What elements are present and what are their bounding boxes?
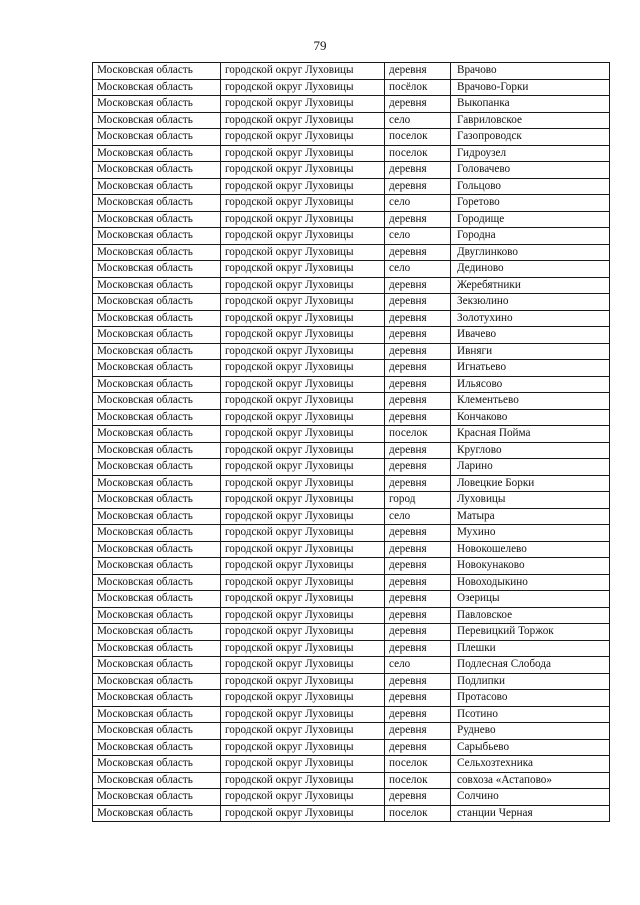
settlement-type-cell: село [385,657,451,674]
region-cell: Московская область [93,624,221,641]
settlement-type-cell: деревня [385,360,451,377]
settlement-type-cell: поселок [385,145,451,162]
region-cell: Московская область [93,772,221,789]
district-cell: городской округ Луховицы [221,63,385,80]
settlement-name-cell: Подлипки [451,673,610,690]
region-cell: Московская область [93,459,221,476]
table-row [93,294,610,311]
region-cell: Московская область [93,277,221,294]
district-cell: городской округ Луховицы [221,442,385,459]
settlement-name-cell: Газопроводск [451,129,610,146]
region-cell: Московская область [93,63,221,80]
settlement-type-cell: деревня [385,640,451,657]
district-cell: городской округ Луховицы [221,723,385,740]
table-row [93,558,610,575]
settlement-name-cell: Солчино [451,789,610,806]
settlement-name-cell: Врачово [451,63,610,80]
settlement-name-cell: станции Черная [451,805,610,822]
table-row [93,409,610,426]
table-row [93,112,610,129]
settlement-name-cell: Псотино [451,706,610,723]
settlement-type-cell: деревня [385,63,451,80]
table-body [93,63,610,822]
settlement-type-cell: деревня [385,525,451,542]
region-cell: Московская область [93,294,221,311]
settlement-type-cell: поселок [385,805,451,822]
district-cell: городской округ Луховицы [221,409,385,426]
district-cell: городской округ Луховицы [221,426,385,443]
settlement-name-cell: Новокошелево [451,541,610,558]
settlement-type-cell: деревня [385,673,451,690]
settlement-name-cell: Горетово [451,195,610,212]
district-cell: городской округ Луховицы [221,607,385,624]
table-row [93,607,610,624]
table-row [93,442,610,459]
region-cell: Московская область [93,360,221,377]
table-row [93,393,610,410]
settlement-type-cell: деревня [385,294,451,311]
region-cell: Московская область [93,640,221,657]
region-cell: Московская область [93,723,221,740]
region-cell: Московская область [93,162,221,179]
settlement-type-cell: деревня [385,343,451,360]
settlement-name-cell: Подлесная Слобода [451,657,610,674]
region-cell: Московская область [93,195,221,212]
table-row [93,145,610,162]
table-row [93,96,610,113]
table-row [93,657,610,674]
settlement-name-cell: Зекзюлино [451,294,610,311]
settlement-name-cell: Ларино [451,459,610,476]
region-cell: Московская область [93,376,221,393]
settlement-type-cell: деревня [385,475,451,492]
settlement-type-cell: деревня [385,624,451,641]
table-row [93,211,610,228]
district-cell: городской округ Луховицы [221,195,385,212]
district-cell: городской округ Луховицы [221,310,385,327]
settlement-type-cell: деревня [385,409,451,426]
district-cell: городской округ Луховицы [221,508,385,525]
region-cell: Московская область [93,574,221,591]
region-cell: Московская область [93,327,221,344]
settlement-name-cell: Кругловo [451,442,610,459]
settlement-type-cell: деревня [385,789,451,806]
district-cell: городской округ Луховицы [221,690,385,707]
region-cell: Московская область [93,211,221,228]
region-cell: Московская область [93,756,221,773]
region-cell: Московская область [93,508,221,525]
region-cell: Московская область [93,591,221,608]
settlement-type-cell: деревня [385,393,451,410]
district-cell: городской округ Луховицы [221,756,385,773]
settlement-type-cell: деревня [385,607,451,624]
table-row [93,162,610,179]
settlement-type-cell: село [385,261,451,278]
district-cell: городской округ Луховицы [221,327,385,344]
table-row [93,756,610,773]
district-cell: городской округ Луховицы [221,129,385,146]
region-cell: Московская область [93,426,221,443]
settlement-name-cell: Городище [451,211,610,228]
settlement-type-cell: деревня [385,310,451,327]
settlement-name-cell: Павловское [451,607,610,624]
table-row [93,178,610,195]
settlement-type-cell: село [385,195,451,212]
district-cell: городской округ Луховицы [221,96,385,113]
settlement-name-cell: Ловецкие Борки [451,475,610,492]
table-row [93,772,610,789]
region-cell: Московская область [93,261,221,278]
settlement-name-cell: Клементьево [451,393,610,410]
settlement-name-cell: Кончаково [451,409,610,426]
settlement-name-cell: Гавриловское [451,112,610,129]
settlement-type-cell: деревня [385,690,451,707]
region-cell: Московская область [93,492,221,509]
region-cell: Московская область [93,96,221,113]
region-cell: Московская область [93,558,221,575]
settlement-name-cell: Новокунаково [451,558,610,575]
page-number: 79 [313,38,327,53]
settlement-type-cell: поселок [385,756,451,773]
table-row [93,63,610,80]
settlement-name-cell: Луховицы [451,492,610,509]
table-row [93,310,610,327]
settlement-name-cell: Выкопанка [451,96,610,113]
settlement-type-cell: село [385,112,451,129]
settlement-type-cell: деревня [385,162,451,179]
table-row [93,459,610,476]
settlement-name-cell: Плешки [451,640,610,657]
settlement-type-cell: деревня [385,558,451,575]
table-row [93,574,610,591]
district-cell: городской округ Луховицы [221,112,385,129]
settlement-type-cell: деревня [385,739,451,756]
district-cell: городской округ Луховицы [221,739,385,756]
settlement-name-cell: Гидроузел [451,145,610,162]
district-cell: городской округ Луховицы [221,673,385,690]
district-cell: городской округ Луховицы [221,657,385,674]
district-cell: городской округ Луховицы [221,393,385,410]
district-cell: городской округ Луховицы [221,541,385,558]
district-cell: городской округ Луховицы [221,624,385,641]
district-cell: городской округ Луховицы [221,805,385,822]
district-cell: городской округ Луховицы [221,459,385,476]
region-cell: Московская область [93,310,221,327]
settlement-name-cell: Городна [451,228,610,245]
district-cell: городской округ Луховицы [221,376,385,393]
settlement-name-cell: Протасово [451,690,610,707]
settlement-name-cell: Гольцово [451,178,610,195]
table-row [93,508,610,525]
region-cell: Московская область [93,673,221,690]
region-cell: Московская область [93,690,221,707]
settlement-type-cell: деревня [385,723,451,740]
region-cell: Московская область [93,442,221,459]
settlement-type-cell: село [385,508,451,525]
settlements-table [92,62,610,822]
region-cell: Московская область [93,129,221,146]
settlement-type-cell: деревня [385,244,451,261]
table-row [93,244,610,261]
region-cell: Московская область [93,409,221,426]
region-cell: Московская область [93,393,221,410]
settlement-name-cell: Жеребятники [451,277,610,294]
district-cell: городской округ Луховицы [221,178,385,195]
settlement-type-cell: деревня [385,211,451,228]
district-cell: городской округ Луховицы [221,244,385,261]
district-cell: городской округ Луховицы [221,558,385,575]
region-cell: Московская область [93,657,221,674]
settlement-name-cell: Ивняги [451,343,610,360]
settlement-type-cell: деревня [385,574,451,591]
district-cell: городской округ Луховицы [221,706,385,723]
district-cell: городской округ Луховицы [221,294,385,311]
table-row [93,79,610,96]
settlement-type-cell: деревня [385,376,451,393]
settlement-name-cell: Руднево [451,723,610,740]
settlement-name-cell: Двуглинково [451,244,610,261]
table-row [93,360,610,377]
settlement-name-cell: Ивачево [451,327,610,344]
table-row [93,541,610,558]
district-cell: городской округ Луховицы [221,79,385,96]
district-cell: городской округ Луховицы [221,772,385,789]
district-cell: городской округ Луховицы [221,574,385,591]
settlement-type-cell: поселок [385,772,451,789]
table-row [93,343,610,360]
region-cell: Московская область [93,706,221,723]
settlement-name-cell: Перевицкий Торжок [451,624,610,641]
district-cell: городской округ Луховицы [221,145,385,162]
region-cell: Московская область [93,525,221,542]
settlement-type-cell: деревня [385,96,451,113]
region-cell: Московская область [93,607,221,624]
settlement-name-cell: Золотухино [451,310,610,327]
district-cell: городской округ Луховицы [221,640,385,657]
region-cell: Московская область [93,145,221,162]
region-cell: Московская область [93,178,221,195]
district-cell: городской округ Луховицы [221,277,385,294]
region-cell: Московская область [93,541,221,558]
region-cell: Московская область [93,343,221,360]
settlement-name-cell: Озерицы [451,591,610,608]
table-row [93,475,610,492]
district-cell: городской округ Луховицы [221,492,385,509]
settlement-name-cell: совхоза «Астапово» [451,772,610,789]
region-cell: Московская область [93,789,221,806]
table-row [93,624,610,641]
region-cell: Московская область [93,79,221,96]
settlement-name-cell: Красная Пойма [451,426,610,443]
settlement-type-cell: поселок [385,129,451,146]
settlement-type-cell: деревня [385,706,451,723]
district-cell: городской округ Луховицы [221,789,385,806]
table-row [93,492,610,509]
settlement-type-cell: деревня [385,541,451,558]
table-row [93,673,610,690]
settlement-type-cell: посёлок [385,79,451,96]
district-cell: городской округ Луховицы [221,228,385,245]
settlement-name-cell: Сарыбьево [451,739,610,756]
settlement-name-cell: Матыра [451,508,610,525]
table-row [93,706,610,723]
district-cell: городской округ Луховицы [221,261,385,278]
table-row [93,261,610,278]
region-cell: Московская область [93,244,221,261]
region-cell: Московская область [93,739,221,756]
district-cell: городской округ Луховицы [221,343,385,360]
region-cell: Московская область [93,475,221,492]
settlement-type-cell: деревня [385,277,451,294]
table-row [93,640,610,657]
settlement-type-cell: деревня [385,327,451,344]
table-row [93,789,610,806]
table-row [93,591,610,608]
settlement-name-cell: Ильясово [451,376,610,393]
table-row [93,723,610,740]
table-row [93,426,610,443]
district-cell: городской округ Луховицы [221,591,385,608]
settlement-name-cell: Мухино [451,525,610,542]
region-cell: Московская область [93,228,221,245]
district-cell: городской округ Луховицы [221,525,385,542]
district-cell: городской округ Луховицы [221,475,385,492]
table-row [93,228,610,245]
settlement-name-cell: Дединово [451,261,610,278]
settlement-name-cell: Головачево [451,162,610,179]
table-row [93,195,610,212]
settlement-type-cell: деревня [385,442,451,459]
settlement-type-cell: поселок [385,426,451,443]
table-row [93,277,610,294]
table-row [93,690,610,707]
settlement-type-cell: деревня [385,459,451,476]
district-cell: городской округ Луховицы [221,162,385,179]
table-row [93,525,610,542]
table-row [93,327,610,344]
settlement-name-cell: Новоходыкино [451,574,610,591]
table-row [93,129,610,146]
table-row [93,805,610,822]
district-cell: городской округ Луховицы [221,211,385,228]
settlement-name-cell: Сельхозтехника [451,756,610,773]
table-row [93,376,610,393]
region-cell: Московская область [93,805,221,822]
settlement-type-cell: город [385,492,451,509]
settlement-type-cell: село [385,228,451,245]
settlement-type-cell: деревня [385,591,451,608]
settlement-type-cell: деревня [385,178,451,195]
settlement-name-cell: Врачово-Горки [451,79,610,96]
settlement-name-cell: Игнатьево [451,360,610,377]
table-row [93,739,610,756]
region-cell: Московская область [93,112,221,129]
district-cell: городской округ Луховицы [221,360,385,377]
